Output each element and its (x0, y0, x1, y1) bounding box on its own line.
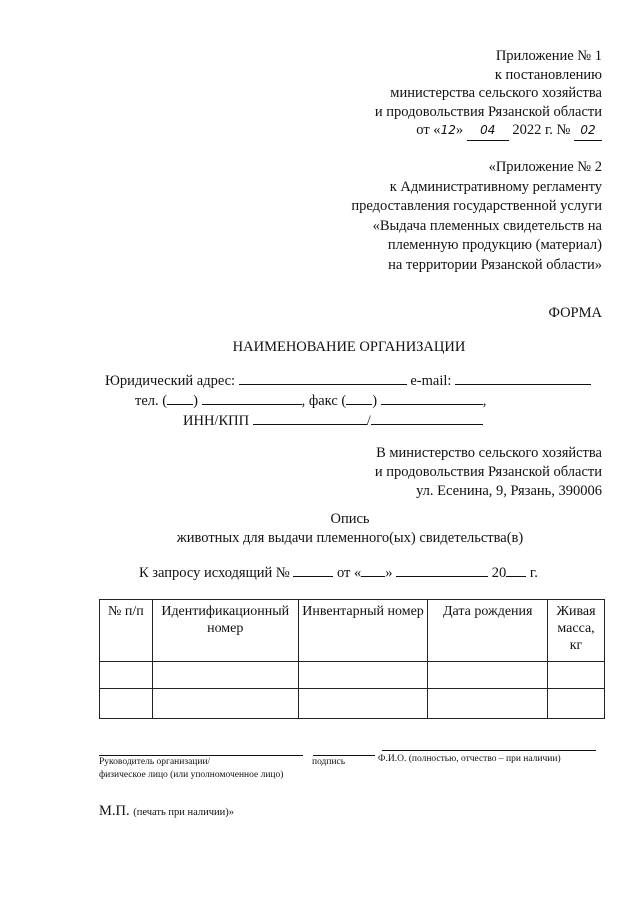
animals-table (99, 599, 605, 719)
header-cell-num: № п/п (100, 600, 153, 662)
table-cell[interactable] (152, 689, 298, 719)
table-cell[interactable] (298, 662, 428, 689)
appendix2-block (351, 158, 602, 275)
appendix2-line6: на территории Рязанской области» (388, 256, 602, 273)
fax-number-field[interactable] (381, 404, 483, 405)
header-cell-id: Идентификационный номер (152, 600, 298, 662)
recipient-line1: В министерство сельского хозяйства (376, 445, 602, 461)
header-cell-birthdate: Дата рождения (428, 600, 548, 662)
appendix1-block (375, 47, 602, 141)
email-label: e-mail: (410, 373, 452, 389)
kpp-field[interactable] (371, 424, 483, 425)
inn-row (183, 413, 483, 430)
appendix2-line3: предоставления государственной услуги (351, 198, 602, 214)
email-field[interactable] (455, 384, 591, 385)
head-caption-2: физическое лицо (или уполномоченное лицо) (99, 770, 284, 780)
phone-fax-row (135, 393, 486, 410)
table-cell[interactable] (428, 662, 548, 689)
table-cell[interactable] (100, 689, 153, 719)
date-num: 02 (580, 123, 596, 137)
date-month-field (467, 121, 509, 141)
inventory-title: Опись (330, 511, 370, 527)
fax-code-field[interactable] (346, 404, 372, 405)
appendix1-line2: к постановлению (494, 66, 602, 83)
table-row (100, 662, 605, 689)
tel-number-field[interactable] (202, 404, 302, 405)
fax-label: , факс ( (301, 393, 347, 409)
inventory-subtitle: животных для выдачи племенного(ых) свидетельства(в) (176, 530, 524, 546)
request-suffix: г. (529, 565, 538, 581)
table-cell[interactable] (548, 662, 605, 689)
appendix1-line4: и продовольствия Рязанской области (374, 103, 602, 120)
date-month: 04 (480, 123, 496, 137)
date-prefix: от « (416, 122, 441, 138)
table-row (100, 689, 605, 719)
organization-title: НАИМЕНОВАНИЕ ОРГАНИЗАЦИИ (232, 339, 466, 355)
stamp-note: (печать при наличии)» (133, 807, 235, 818)
date-year: 2022 г. № (508, 122, 574, 138)
request-close: » (385, 565, 393, 581)
appendix1-line3: министерства сельского хозяйства (390, 85, 602, 101)
appendix2-line1: «Приложение № 2 (488, 159, 602, 175)
header-cell-weight: Живая масса, кг (548, 600, 605, 662)
request-from: от « (337, 565, 362, 581)
head-signature-line[interactable] (99, 755, 303, 756)
recipient-line2: и продовольствия Рязанской области (374, 464, 602, 480)
appendix1-line1: Приложение № 1 (495, 48, 602, 64)
request-prefix: К запросу исходящий № (139, 565, 290, 581)
request-number-field[interactable] (293, 576, 333, 577)
sign-caption: подпись (312, 757, 346, 767)
recipient-block (375, 444, 602, 501)
request-row (139, 565, 538, 582)
stamp-label: М.П. (99, 803, 130, 819)
inn-field[interactable] (253, 424, 367, 425)
appendix2-line5: племенную продукцию (материал) (387, 237, 602, 253)
stamp-row (99, 803, 234, 820)
form-label: ФОРМА (548, 305, 602, 321)
sign-line[interactable] (313, 755, 375, 756)
date-mid: » (455, 122, 467, 138)
table-cell[interactable] (152, 662, 298, 689)
request-day-field[interactable] (361, 576, 385, 577)
appendix2-line4: «Выдача племенных свидетельств на (372, 217, 602, 234)
recipient-line3: ул. Есенина, 9, Рязань, 390006 (416, 483, 602, 499)
comma: , (482, 393, 487, 409)
table-cell[interactable] (298, 689, 428, 719)
inn-slash: / (366, 413, 371, 429)
table-header-row (100, 600, 605, 662)
request-year: 20 (491, 565, 507, 581)
request-year-field[interactable] (506, 576, 526, 577)
appendix1-date-line (375, 121, 602, 141)
date-day: 12 (440, 123, 456, 137)
date-num-field (574, 121, 602, 141)
legal-address-field[interactable] (239, 384, 407, 385)
table-cell[interactable] (100, 662, 153, 689)
tel-close: ) (193, 393, 198, 409)
legal-address-row (105, 373, 591, 390)
fio-line[interactable] (382, 750, 596, 751)
legal-address-label: Юридический адрес: (105, 373, 236, 389)
request-month-field[interactable] (396, 576, 488, 577)
head-caption: Руководитель организации/ (99, 757, 211, 767)
table-cell[interactable] (548, 689, 605, 719)
fio-caption: Ф.И.О. (полностью, отчество – при наличии) (378, 754, 561, 764)
tel-code-field[interactable] (167, 404, 193, 405)
fax-close: ) (372, 393, 378, 409)
table-cell[interactable] (428, 689, 548, 719)
header-cell-inventory: Инвентарный номер (298, 600, 428, 662)
tel-label: тел. ( (135, 393, 168, 409)
appendix2-line2: к Административному регламенту (389, 178, 602, 195)
inn-label: ИНН/КПП (183, 413, 250, 429)
